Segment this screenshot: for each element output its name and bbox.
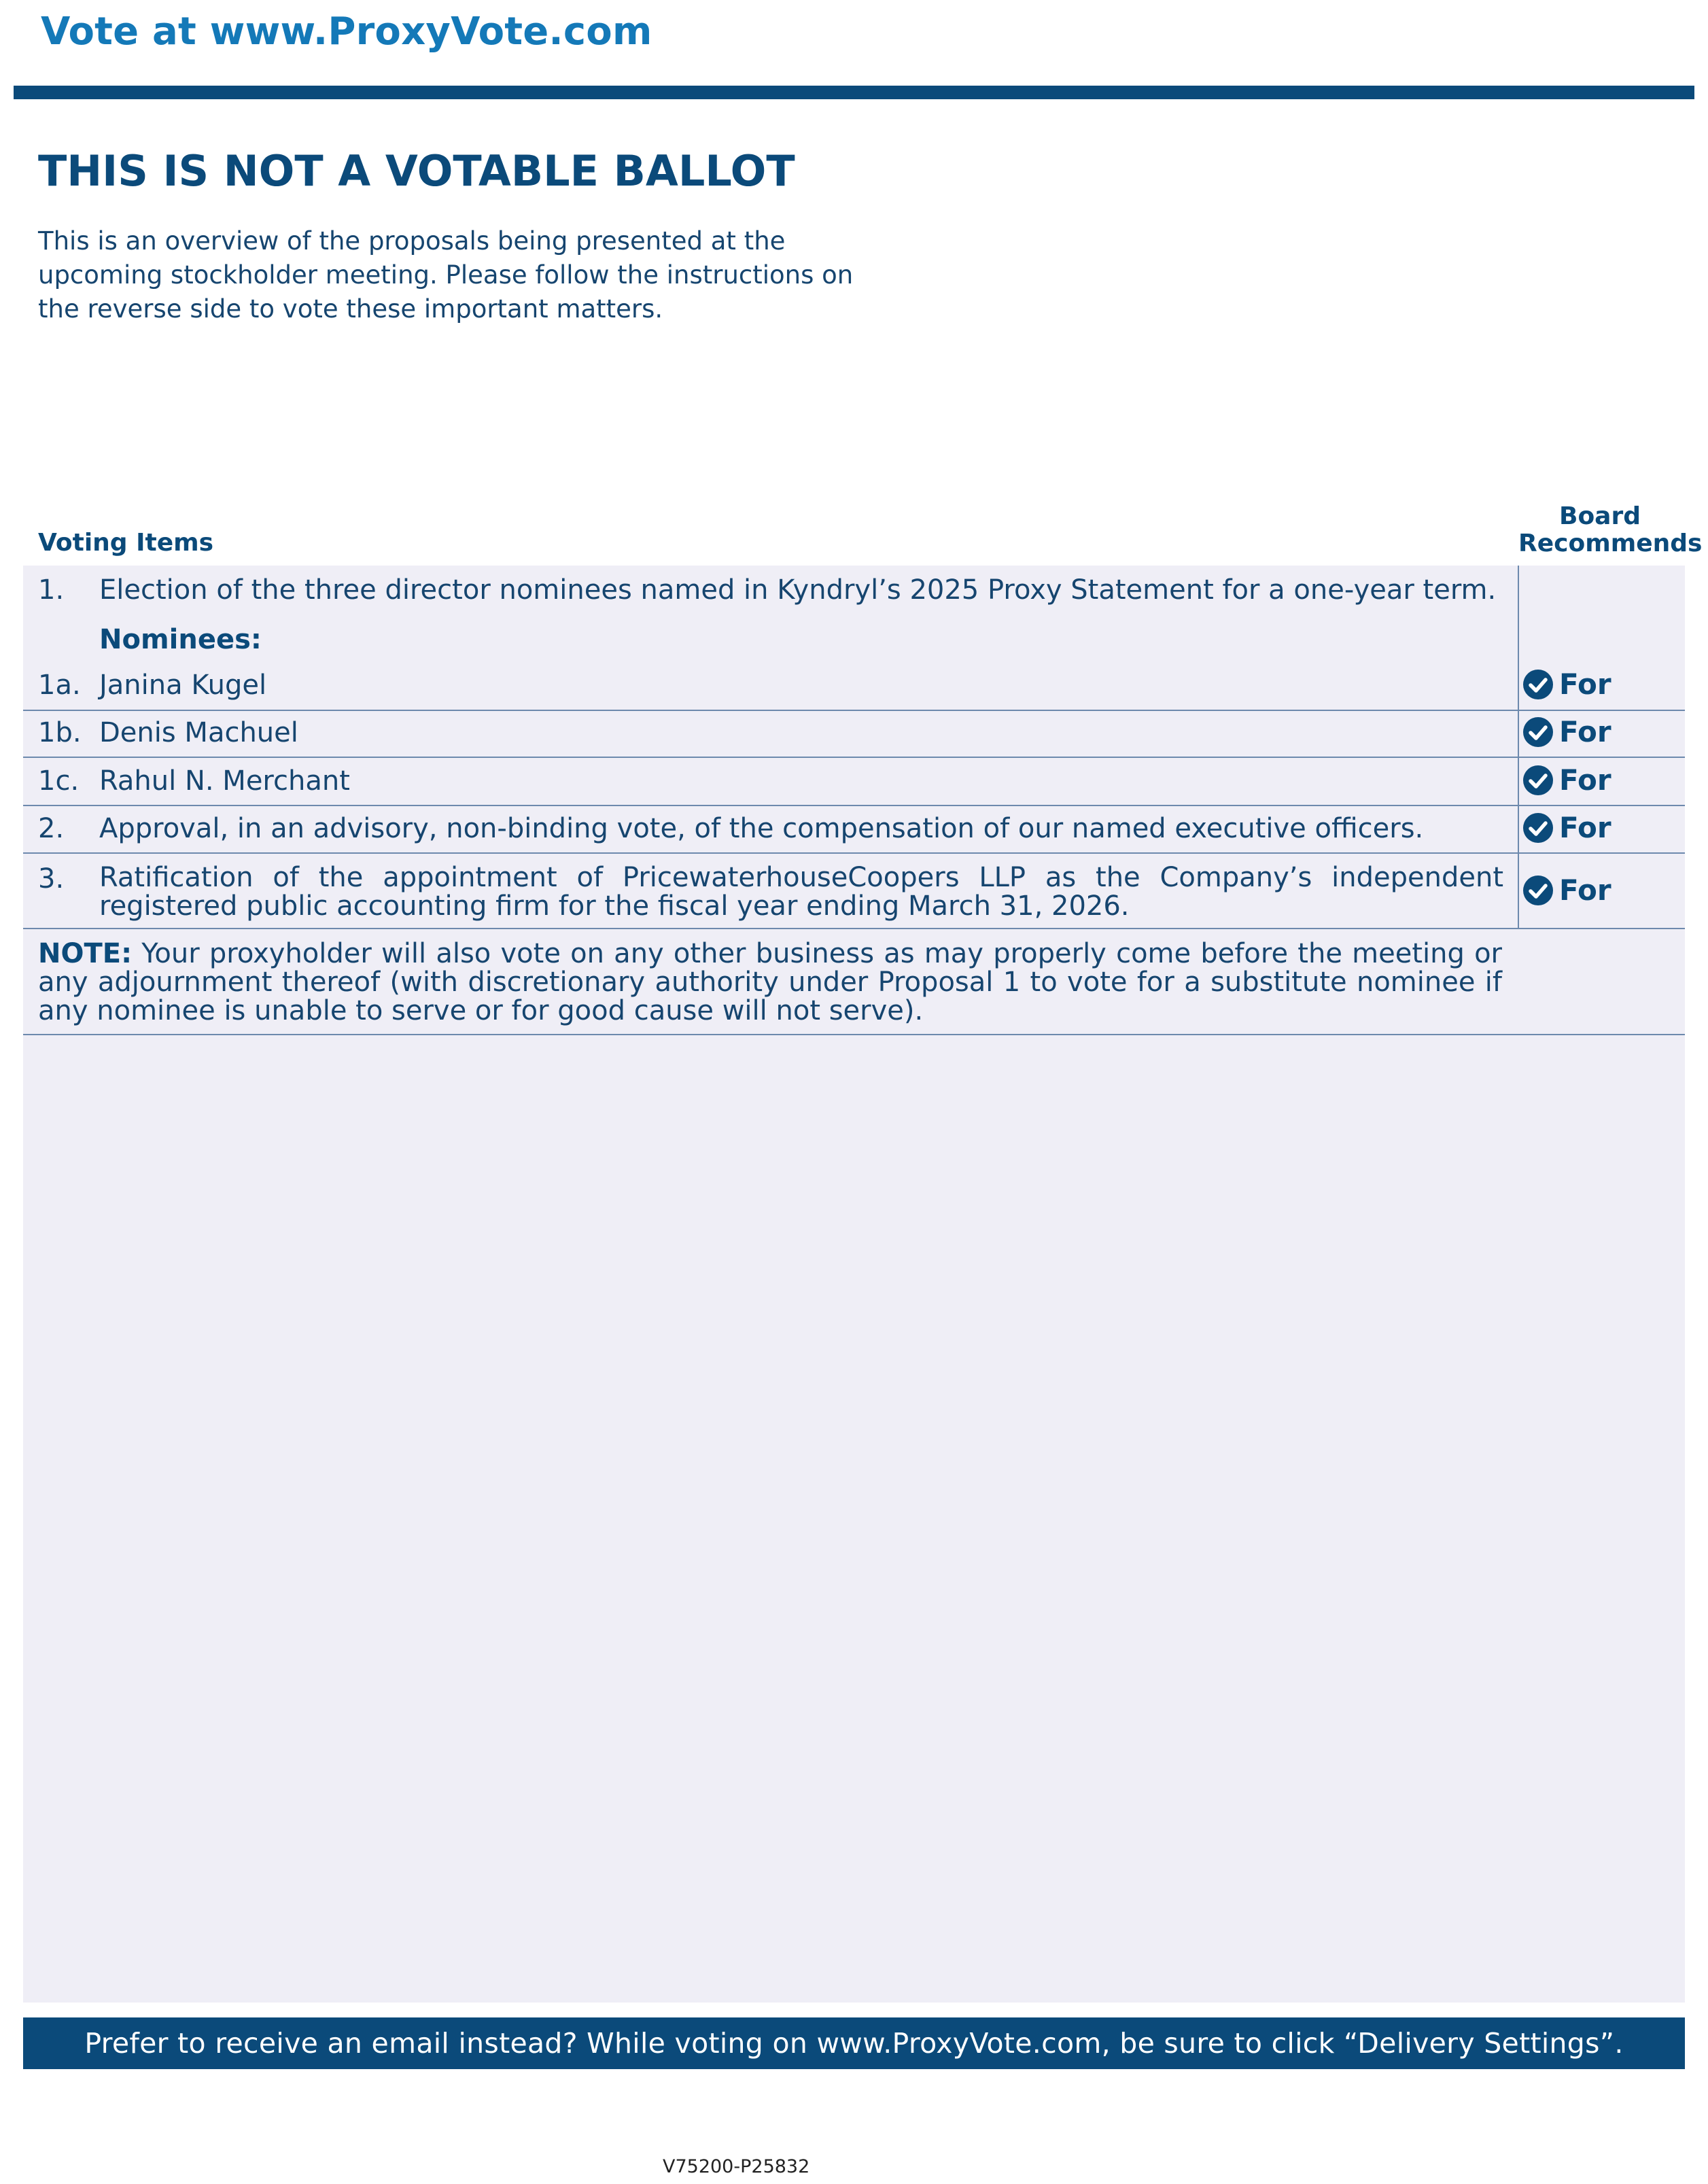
- recommendation-label: For: [1559, 715, 1611, 748]
- row-divider: [23, 757, 1685, 758]
- note-text: Your proxyholder will also vote on any other business as may properly come before the meeting or any adjournment thereof (with discretionary authority under Proposal 1 to vote for a substitute nominee if any nominee is unable to serve or for good cause will not serve).: [38, 938, 1502, 1026]
- proposal-2-recommendation: [1522, 811, 1611, 844]
- nominee-1b-number: 1b.: [38, 717, 82, 748]
- proposal-3-number: 3.: [38, 863, 65, 895]
- job-code: V75200-P25832: [663, 2156, 810, 2177]
- row-divider: [23, 805, 1685, 806]
- nominee-1a-number: 1a.: [38, 670, 81, 701]
- nominee-1b-name: Denis Machuel: [99, 717, 298, 748]
- proposal-2-number: 2.: [38, 813, 65, 844]
- nominee-1c-name: Rahul N. Merchant: [99, 765, 350, 797]
- recommendation-label: For: [1559, 763, 1611, 797]
- board-recommends-header: [1518, 502, 1703, 557]
- check-circle-icon: [1522, 812, 1554, 844]
- nominees-label: Nominees:: [99, 624, 262, 655]
- note-label: NOTE:: [38, 938, 133, 969]
- page-title: THIS IS NOT A VOTABLE BALLOT: [38, 146, 795, 196]
- recommendation-column-divider: [1518, 566, 1519, 928]
- email-delivery-text: Prefer to receive an email instead? While voting on www.ProxyVote.com, be sure to click “Delivery Settings”.: [84, 2027, 1624, 2060]
- note-paragraph: [38, 939, 1502, 1025]
- check-circle-icon: [1522, 875, 1554, 906]
- nominee-1b-recommendation: [1522, 715, 1611, 748]
- nominee-1c-number: 1c.: [38, 765, 80, 797]
- proposal-1-number: 1.: [38, 574, 65, 606]
- recommendation-label: For: [1559, 811, 1611, 844]
- proposal-1-text: Election of the three director nominees named in Kyndryl’s 2025 Proxy Statement for a one-year term.: [99, 574, 1497, 606]
- proposal-2-text: Approval, in an advisory, non-binding vote, of the compensation of our named executive officers.: [99, 813, 1424, 844]
- board-header-line1: Board: [1559, 502, 1641, 530]
- nominee-1c-recommendation: [1522, 763, 1611, 797]
- row-divider: [23, 1034, 1685, 1035]
- nominee-1a-recommendation: [1522, 668, 1611, 701]
- top-divider: [14, 86, 1694, 99]
- row-divider: [23, 710, 1685, 711]
- row-divider: [23, 928, 1685, 929]
- recommendation-label: For: [1559, 873, 1611, 907]
- check-circle-icon: [1522, 765, 1554, 796]
- recommendation-label: For: [1559, 668, 1611, 701]
- nominee-1a-name: Janina Kugel: [99, 670, 267, 701]
- proposal-3-text: Ratification of the appointment of PricewaterhouseCoopers LLP as the Company’s independent registered public accounting firm for the fiscal year ending March 31, 2026.: [99, 862, 1503, 922]
- check-circle-icon: [1522, 716, 1554, 748]
- email-delivery-banner: [23, 2017, 1685, 2069]
- proposal-3-recommendation: [1522, 873, 1611, 907]
- row-divider: [23, 852, 1685, 854]
- check-circle-icon: [1522, 669, 1554, 700]
- board-header-line2: Recommends: [1518, 530, 1703, 557]
- intro-paragraph: This is an overview of the proposals being presented at the upcoming stockholder meeting. Please follow the instructions on the reverse side to vote these important matters.: [38, 226, 854, 324]
- vote-site-title: Vote at www.ProxyVote.com: [41, 10, 652, 54]
- voting-items-header: Voting Items: [38, 529, 214, 557]
